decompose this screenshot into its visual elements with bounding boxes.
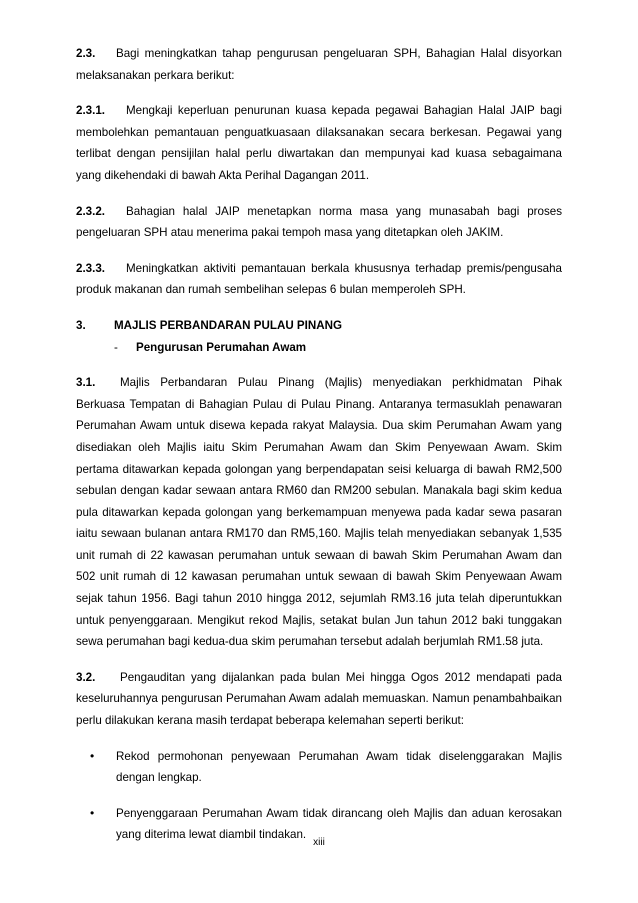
list-item bbox=[76, 746, 562, 789]
paragraph-text: Mengkaji keperluan penurunan kuasa kepada pegawai Bahagian Halal JAIP bagi membolehkan pemantauan penguatkuasaan dilaksanakan secara berkesan. Pegawai yang terlibat dengan pensijilan halal perlu diwartakan dan mempunyai kad kuasa sebagaimana yang dikehendaki di bawah Akta Perihal Dagangan 2011. bbox=[76, 104, 562, 182]
section-number: 3.2. bbox=[76, 670, 96, 684]
dash-marker: - bbox=[114, 340, 118, 354]
section-number: 2.3.2. bbox=[76, 204, 106, 218]
section-number: 3. bbox=[76, 318, 86, 332]
paragraph-2-3-1 bbox=[76, 100, 562, 186]
paragraph-text: Meningkatkan aktiviti pemantauan berkala khususnya terhadap premis/pengusaha produk makanan dan rumah sembelihan selepas 6 bulan memperoleh SPH. bbox=[76, 261, 562, 297]
findings-list bbox=[76, 746, 562, 846]
section-number: 2.3. bbox=[76, 47, 96, 60]
section-3-heading bbox=[76, 315, 562, 358]
paragraph-text: Bagi meningkatkan tahap pengurusan pengeluaran SPH, Bahagian Halal disyorkan melaksanakan perkara berikut: bbox=[76, 47, 562, 82]
paragraph-3-1 bbox=[76, 372, 562, 653]
paragraph-2-3-2 bbox=[76, 201, 562, 244]
list-item-text: Rekod permohonan penyewaan Perumahan Awam tidak diselenggarakan Majlis dengan lengkap. bbox=[116, 749, 562, 785]
paragraph-text: Pengauditan yang dijalankan pada bulan Mei hingga Ogos 2012 mendapati pada keseluruhannya pengurusan Perumahan Awam adalah memuaskan. Namun penambahbaikan perlu dilakukan kerana masih terdapat beberapa kelemahan seperti berikut: bbox=[76, 670, 562, 728]
document-body bbox=[76, 43, 562, 860]
paragraph-3-2 bbox=[76, 667, 562, 732]
section-number: 2.3.3. bbox=[76, 261, 106, 275]
section-subtitle: Pengurusan Perumahan Awam bbox=[136, 340, 307, 354]
section-title: MAJLIS PERBANDARAN PULAU PINANG bbox=[114, 318, 343, 332]
section-number: 3.1. bbox=[76, 376, 96, 390]
paragraph-text: Majlis Perbandaran Pulau Pinang (Majlis) menyediakan perkhidmatan Pihak Berkuasa Tempatan di Bahagian Pulau di Pulau Pinang. Antaranya termasuklah penawaran Perumahan Awam untuk disewa kepada rakyat Malaysia. Dua skim Perumahan Awam yang disediakan oleh Majlis iaitu Skim Perumahan Awam dan Skim Penyewaan Awam. Skim pertama ditawarkan kepada golongan yang berpendapatan seisi keluarga di bawah RM2,500 sebulan dengan kadar sewaan antara RM60 dan RM200 sebulan. Manakala bagi skim kedua pula ditawarkan kepada golongan yang berkemampuan menyewa pada kadar sewa pasaran iaitu sewaan bulanan antara RM170 dan RM5,160. Majlis telah menyediakan sebanyak 1,535 unit rumah di 22 kawasan perumahan untuk sewaan di bawah Skim Perumahan Awam dan 502 unit rumah di 12 kawasan perumahan untuk sewaan di bawah Skim Penyewaan Awam sejak tahun 1956. Bagi tahun 2010 hingga 2012, sejumlah RM3.16 juta telah diperuntukkan untuk penyenggaraan. Mengikut rekod Majlis, setakat bulan Jun tahun 2012 baki tunggakan sewa perumahan bagi kedua-dua skim perumahan tersebut adalah berjumlah RM1.58 juta. bbox=[76, 376, 562, 649]
bullet-icon: • bbox=[90, 748, 95, 763]
list-item-text: Penyenggaraan Perumahan Awam tidak dirancang oleh Majlis dan aduan kerosakan yang diterima lewat diambil tindakan. bbox=[116, 806, 562, 842]
page-number: xiii bbox=[313, 837, 325, 848]
section-number: 2.3.1. bbox=[76, 104, 106, 118]
paragraph-2-3-3 bbox=[76, 258, 562, 301]
paragraph-text: Bahagian halal JAIP menetapkan norma masa yang munasabah bagi proses pengeluaran SPH atau menerima pakai tempoh masa yang ditetapkan oleh JAKIM. bbox=[76, 204, 562, 240]
bullet-icon: • bbox=[90, 805, 95, 820]
paragraph-2-3 bbox=[76, 43, 562, 86]
